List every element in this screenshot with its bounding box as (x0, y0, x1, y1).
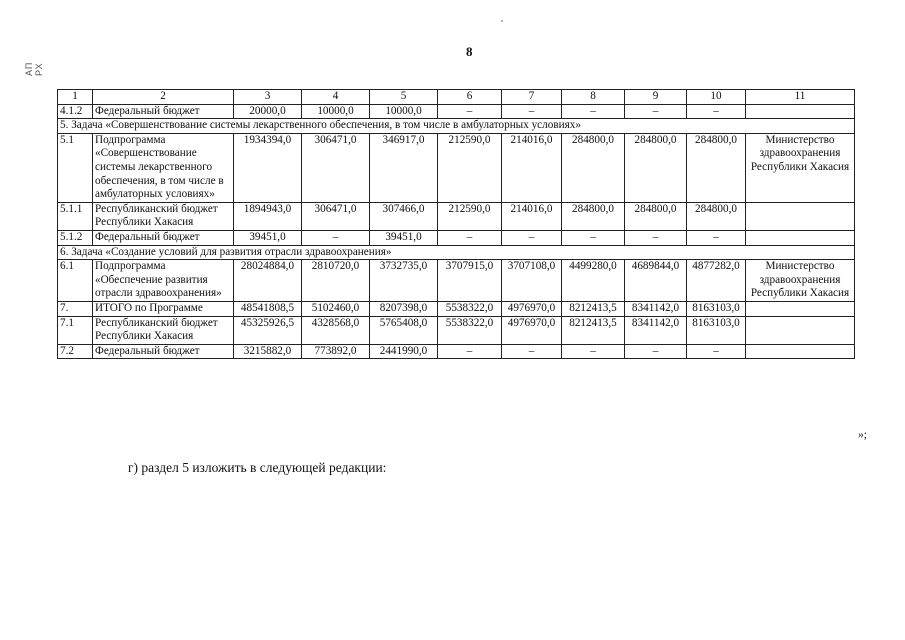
header-cell: 8 (562, 90, 625, 105)
value-cell: 306471,0 (302, 202, 370, 230)
task-title: 5. Задача «Совершенствование системы лекарственного обеспечения, в том числе в амбулаторных условиях» (58, 119, 855, 134)
value-cell: 284800,0 (625, 133, 687, 202)
value-cell: – (438, 344, 502, 359)
row-name: Федеральный бюджет (93, 104, 234, 119)
header-row (58, 90, 855, 105)
value-cell: 284800,0 (687, 133, 746, 202)
value-cell: – (438, 230, 502, 245)
value-cell: 284800,0 (625, 202, 687, 230)
value-cell: 8341142,0 (625, 316, 687, 344)
table-row (58, 344, 855, 359)
header-cell: 3 (234, 90, 302, 105)
table-body (58, 90, 855, 359)
value-cell: – (502, 104, 562, 119)
value-cell: – (625, 344, 687, 359)
value-cell: 5102460,0 (302, 301, 370, 316)
value-cell: 307466,0 (370, 202, 438, 230)
value-cell: 306471,0 (302, 133, 370, 202)
value-cell: 284800,0 (562, 202, 625, 230)
executor-cell (746, 230, 855, 245)
value-cell: – (687, 230, 746, 245)
value-cell: – (562, 104, 625, 119)
value-cell: 39451,0 (370, 230, 438, 245)
value-cell: 10000,0 (302, 104, 370, 119)
executor-cell (746, 104, 855, 119)
value-cell: 48541808,5 (234, 301, 302, 316)
row-name: Федеральный бюджет (93, 344, 234, 359)
row-number: 7. (58, 301, 93, 316)
value-cell: 212590,0 (438, 133, 502, 202)
value-cell: 284800,0 (562, 133, 625, 202)
value-cell: 4976970,0 (502, 301, 562, 316)
value-cell: 8212413,5 (562, 316, 625, 344)
value-cell: 4877282,0 (687, 260, 746, 302)
value-cell: – (562, 230, 625, 245)
table-row (58, 104, 855, 119)
budget-table (57, 89, 855, 359)
value-cell: 3732735,0 (370, 260, 438, 302)
value-cell: 8163103,0 (687, 316, 746, 344)
value-cell: 39451,0 (234, 230, 302, 245)
table-row (58, 301, 855, 316)
value-cell: 8207398,0 (370, 301, 438, 316)
value-cell: – (302, 230, 370, 245)
value-cell: 773892,0 (302, 344, 370, 359)
header-cell: 6 (438, 90, 502, 105)
value-cell: – (625, 230, 687, 245)
executor-cell: Министерство здравоохранения Республики Хакасия (746, 260, 855, 302)
task-row (58, 119, 855, 134)
value-cell: 214016,0 (502, 202, 562, 230)
value-cell: 3215882,0 (234, 344, 302, 359)
value-cell: – (502, 230, 562, 245)
value-cell: 4328568,0 (302, 316, 370, 344)
value-cell: 3707108,0 (502, 260, 562, 302)
header-cell: 4 (302, 90, 370, 105)
executor-cell (746, 202, 855, 230)
row-name: Подпрограмма «Совершенствование системы лекарственного обеспечения, в том числе в амбулаторных условиях» (93, 133, 234, 202)
header-cell: 10 (687, 90, 746, 105)
row-number: 5.1.2 (58, 230, 93, 245)
task-row (58, 245, 855, 260)
value-cell: – (438, 104, 502, 119)
value-cell: 214016,0 (502, 133, 562, 202)
row-name: Республиканский бюджет Республики Хакасия (93, 202, 234, 230)
row-number: 5.1.1 (58, 202, 93, 230)
value-cell: 5765408,0 (370, 316, 438, 344)
value-cell: 2810720,0 (302, 260, 370, 302)
row-number: 6.1 (58, 260, 93, 302)
row-number: 5.1 (58, 133, 93, 202)
value-cell: 45325926,5 (234, 316, 302, 344)
executor-cell (746, 316, 855, 344)
value-cell: 212590,0 (438, 202, 502, 230)
value-cell: 4689844,0 (625, 260, 687, 302)
header-cell: 5 (370, 90, 438, 105)
task-title: 6. Задача «Создание условий для развития отрасли здравоохранения» (58, 245, 855, 260)
closing-quote: »; (858, 429, 867, 441)
table-row (58, 133, 855, 202)
header-cell: 7 (502, 90, 562, 105)
archive-stamp: АП РХ (24, 61, 44, 76)
value-cell: 346917,0 (370, 133, 438, 202)
value-cell: 1934394,0 (234, 133, 302, 202)
header-cell: 11 (746, 90, 855, 105)
value-cell: 5538322,0 (438, 301, 502, 316)
row-number: 7.2 (58, 344, 93, 359)
row-name: Федеральный бюджет (93, 230, 234, 245)
page-number: 8 (466, 44, 473, 59)
value-cell: 8341142,0 (625, 301, 687, 316)
value-cell: – (687, 344, 746, 359)
table-row (58, 230, 855, 245)
value-cell: 2441990,0 (370, 344, 438, 359)
value-cell: – (502, 344, 562, 359)
value-cell: 10000,0 (370, 104, 438, 119)
value-cell: 284800,0 (687, 202, 746, 230)
header-cell: 1 (58, 90, 93, 105)
value-cell: 5538322,0 (438, 316, 502, 344)
value-cell: 28024884,0 (234, 260, 302, 302)
value-cell: – (562, 344, 625, 359)
executor-cell (746, 301, 855, 316)
table-row (58, 316, 855, 344)
value-cell: 8163103,0 (687, 301, 746, 316)
value-cell: – (625, 104, 687, 119)
value-cell: 4499280,0 (562, 260, 625, 302)
header-cell: 2 (93, 90, 234, 105)
value-cell: 8212413,5 (562, 301, 625, 316)
row-name: ИТОГО по Программе (93, 301, 234, 316)
scan-dot (501, 20, 503, 22)
executor-cell: Министерство здравоохранения Республики Хакасия (746, 133, 855, 202)
value-cell: – (687, 104, 746, 119)
executor-cell (746, 344, 855, 359)
row-number: 7.1 (58, 316, 93, 344)
value-cell: 4976970,0 (502, 316, 562, 344)
table-row (58, 202, 855, 230)
header-cell: 9 (625, 90, 687, 105)
row-name: Республиканский бюджет Республики Хакасия (93, 316, 234, 344)
row-number: 4.1.2 (58, 104, 93, 119)
row-name: Подпрограмма «Обеспечение развития отрасли здравоохранения» (93, 260, 234, 302)
value-cell: 1894943,0 (234, 202, 302, 230)
value-cell: 20000,0 (234, 104, 302, 119)
instruction-paragraph: г) раздел 5 изложить в следующей редакции: (128, 460, 387, 475)
table-row (58, 260, 855, 302)
value-cell: 3707915,0 (438, 260, 502, 302)
